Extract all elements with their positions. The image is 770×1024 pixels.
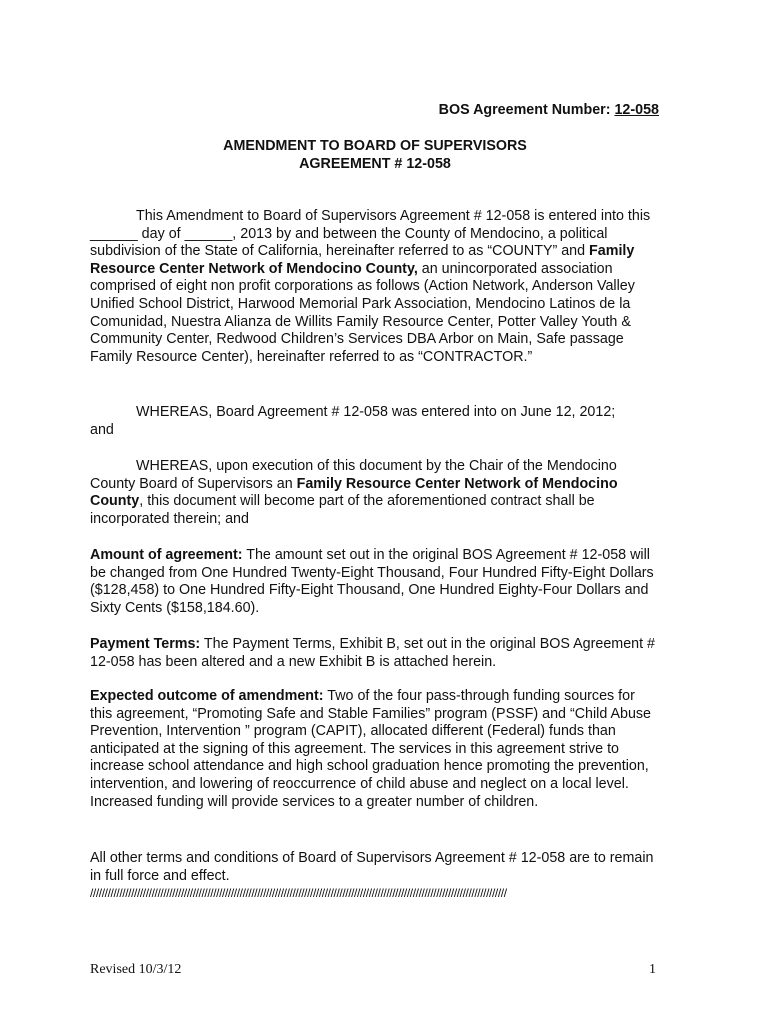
- page-number: 1: [649, 962, 656, 977]
- whereas-1-text: WHEREAS, Board Agreement # 12-058 was entered into on June 12, 2012;: [136, 404, 616, 420]
- intro-text-1: This Amendment to Board of Supervisors Agreement # 12-058 is entered into this ______ day of ______, 2013 by and between the County of Mendocino, a political subdivision of the State of California, hereinafter referred to as “COUNTY” and: [90, 208, 651, 260]
- agreement-number-line: [439, 102, 659, 118]
- document-title: [90, 138, 660, 173]
- amount-paragraph: [90, 547, 660, 617]
- outcome-paragraph: [90, 688, 660, 811]
- closing-text: All other terms and conditions of Board of Supervisors Agreement # 12-058 are to remain in full force and effect.: [90, 850, 654, 884]
- intro-text-2: an unincorporated association comprised of eight non profit corporations as follows (Action Network, Anderson Valley Unified School District, Harwood Memorial Park Association, Mendocino Latinos de la Comunidad, Nuestra Alianza de Willits Family Resource Center, Potter Valley Youth & Community Center, Redwood Children’s Services DBA Arbor on Main, Safe passage Family Resource Center), hereinafter referred to as “CONTRACTOR.”: [90, 260, 635, 365]
- whereas-paragraph-1: [90, 404, 660, 439]
- intro-paragraph: [90, 208, 660, 366]
- revised-date: Revised 10/3/12: [90, 962, 182, 977]
- title-line-1: AMENDMENT TO BOARD OF SUPERVISORS: [223, 138, 527, 154]
- slash-divider: //////////////////////////////////////////////////////////////////////////////////////////////////////////////////////////////////////////////: [90, 886, 507, 900]
- amount-label: Amount of agreement:: [90, 547, 243, 563]
- whereas-paragraph-2: [90, 458, 660, 528]
- payment-label: Payment Terms:: [90, 636, 201, 652]
- whereas-1-continuation: and: [90, 421, 114, 438]
- agreement-number-label: BOS Agreement Number:: [438, 102, 615, 118]
- agreement-number: 12-058: [614, 102, 659, 118]
- outcome-label: Expected outcome of amendment:: [90, 688, 324, 704]
- outcome-text: Two of the four pass-through funding sources for this agreement, “Promoting Safe and Stable Families” program (PSSF) and “Child Abuse Prevention, Intervention ” program (CAPIT), allocated different (Federal) funds than anticipated at the signing of this agreement. The services in this agreement strive to increase school attendance and high school graduation hence promoting the prevention, intervention, and lowering of reoccurrence of child abuse and neglect on a local level. Increased funding will provide services to a greater number of children.: [90, 688, 652, 810]
- whereas-2-text-1: WHEREAS, upon execution of this document by the Chair of the Mendocino County Board of Supervisors an: [90, 458, 617, 492]
- title-line-2: AGREEMENT # 12-058: [299, 155, 451, 172]
- payment-paragraph: [90, 636, 660, 671]
- whereas-2-text-2: , this document will become part of the aforementioned contract shall be incorporated therein; and: [90, 493, 595, 527]
- payment-text: The Payment Terms, Exhibit B, set out in the original BOS Agreement # 12-058 has been altered and a new Exhibit B is attached herein.: [90, 636, 656, 670]
- contractor-name: Family Resource Center Network of Mendocino County,: [90, 243, 635, 277]
- whereas-2-bold: Family Resource Center Network of Mendocino County: [90, 475, 618, 510]
- closing-paragraph: [90, 850, 660, 885]
- amount-text: The amount set out in the original BOS Agreement # 12-058 will be changed from One Hundred Twenty-Eight Thousand, Four Hundred Fifty-Eight Dollars ($128,458) to One Hundred Fifty-Eight Thousand, One Hundred Eighty-Four Dollars and Sixty Cents ($158,184.60).: [90, 547, 654, 616]
